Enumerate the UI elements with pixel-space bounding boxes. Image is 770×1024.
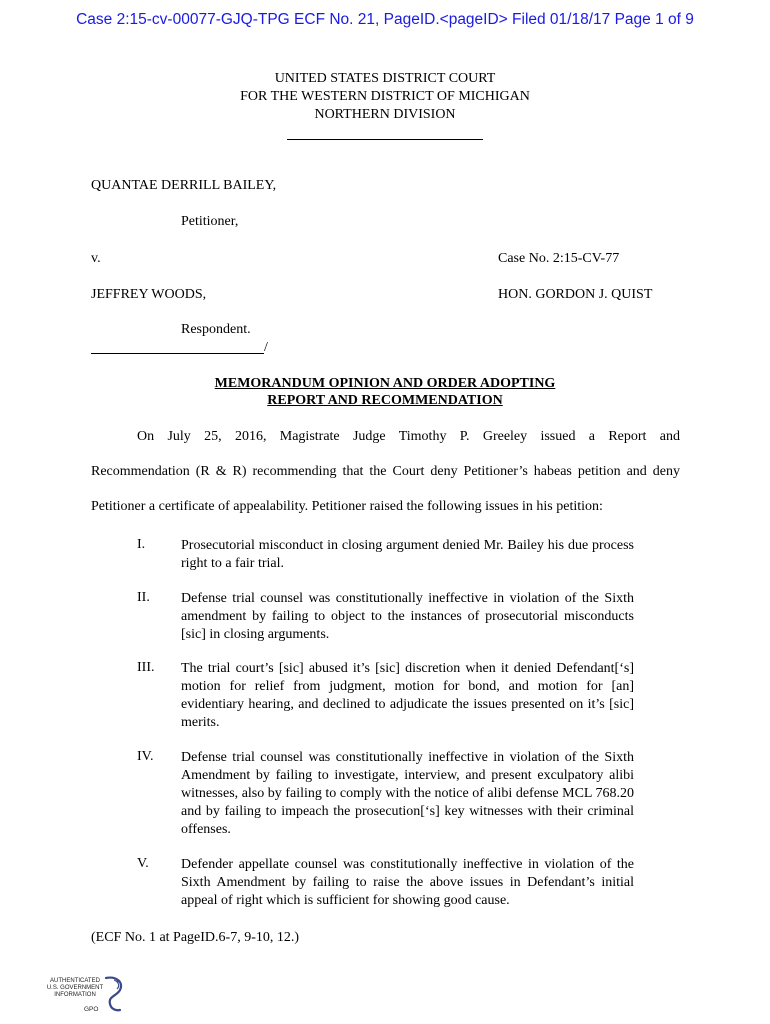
court-name: UNITED STATES DISTRICT COURT bbox=[274, 71, 496, 86]
court-heading bbox=[0, 70, 770, 124]
caption-slash: / bbox=[264, 340, 268, 355]
issue-number: IV. bbox=[137, 749, 154, 764]
issue-number: I. bbox=[137, 537, 146, 552]
issue-text: Defense trial counsel was constitutionally ineffective in violation of the Sixth Amendment by failing to investigate, interview, and present exculpatory alibi witnesses, also by failing to comply with the notice of alibi defense MCL 768.20 and by failing to impeach the prosecution[‘s] key witnesses with their criminal offenses. bbox=[181, 750, 634, 837]
caption-rule bbox=[91, 353, 264, 354]
respondent-role: Respondent. bbox=[181, 322, 251, 337]
issue-text: Prosecutorial misconduct in closing argument denied Mr. Bailey his due process right to a fair trial. bbox=[181, 538, 634, 571]
judge-name: HON. GORDON J. QUIST bbox=[498, 287, 653, 302]
intro-line-1: On July 25, 2016, Magistrate Judge Timothy P. Greeley issued a Report and bbox=[137, 429, 680, 444]
issue-text: Defender appellate counsel was constitutionally ineffective in violation of the Sixth Amendment by failing to raise the above issues in Defendant’s initial appeal of right which is sufficient for showing good cause. bbox=[181, 857, 634, 908]
court-division: NORTHERN DIVISION bbox=[314, 107, 456, 122]
petitioner-name: QUANTAE DERRILL BAILEY, bbox=[91, 178, 277, 193]
versus: v. bbox=[91, 251, 101, 266]
authentication-text: AUTHENTICATED U.S. GOVERNMENT INFORMATION bbox=[46, 978, 104, 998]
gpo-authentication-logo bbox=[44, 972, 128, 1018]
court-heading-rule bbox=[287, 139, 483, 140]
court-district: FOR THE WESTERN DISTRICT OF MICHIGAN bbox=[240, 89, 530, 104]
issue-number: III. bbox=[137, 660, 155, 675]
ecf-header: Case 2:15-cv-00077-GJQ-TPG ECF No. 21, PageID.<pageID> Filed 01/18/17 Page 1 of 9 bbox=[76, 11, 694, 28]
citation: (ECF No. 1 at PageID.6-7, 9-10, 12.) bbox=[91, 930, 300, 945]
respondent-name: JEFFREY WOODS, bbox=[91, 287, 207, 302]
document-title-line1: MEMORANDUM OPINION AND ORDER ADOPTING bbox=[214, 376, 556, 391]
issue-number: II. bbox=[137, 590, 150, 605]
petitioner-role: Petitioner, bbox=[181, 214, 239, 229]
issue-text: The trial court’s [sic] abused it’s [sic] discretion when it denied Defendant[‘s] motion for relief from judgment, motion for bond, and motion for [an] evidentiary hearing, and declined to adjudicate the issues presented on it’s [sic] merits. bbox=[181, 661, 634, 730]
document-title-line2: REPORT AND RECOMMENDATION bbox=[267, 393, 503, 408]
intro-line-2: Recommendation (R & R) recommending that the Court deny Petitioner’s habeas petition and deny bbox=[91, 464, 680, 479]
intro-line-3: Petitioner a certificate of appealability. Petitioner raised the following issues in his petition: bbox=[91, 499, 603, 514]
issue-text: Defense trial counsel was constitutionally ineffective in violation of the Sixth amendment by failing to object to the instances of prosecutorial misconducts [sic] in closing arguments. bbox=[181, 591, 634, 642]
case-number: Case No. 2:15-CV-77 bbox=[498, 251, 620, 266]
gpo-eagle-icon bbox=[100, 974, 126, 1016]
gpo-label: GPO bbox=[84, 1006, 99, 1013]
issue-number: V. bbox=[137, 856, 149, 871]
